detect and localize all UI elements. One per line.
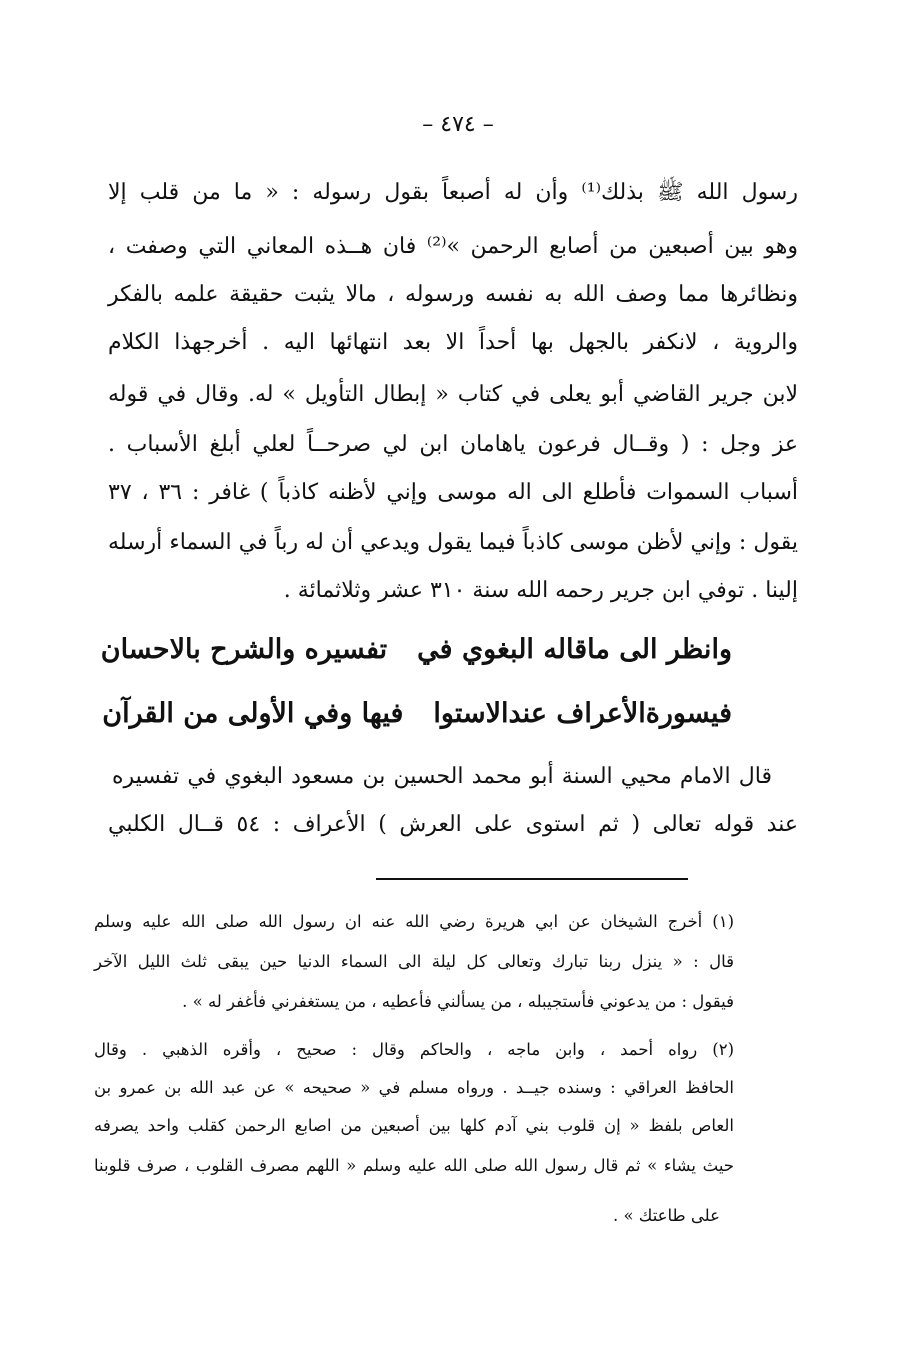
body-line: أسباب السموات فأطلع الى اله موسى وإني لأظنه كاذباً ) غافر : ٣٦ ، ٣٧ (108, 480, 798, 505)
footnote-line: فيقول : من يدعوني فأستجيبله ، من يسألني فأعطيه ، من يستغفرني فأغفر له » . (182, 992, 734, 1011)
body-line: قال الامام محيي السنة أبو محمد الحسين بن مسعود البغوي في تفسيره (112, 764, 772, 789)
footnote-line: (١) أخرج الشيخان عن ابي هريرة رضي الله عنه ان رسول الله صلى الله عليه وسلم (94, 912, 734, 931)
body-line: عند قوله تعالى ( ثم استوى على العرش ) الأعراف : ٥٤ قــال الكلبي (108, 812, 798, 837)
footnote-line: الحافظ العراقي : وسنده جيــد . ورواه مسلم في « صحيحه » عن عبد الله بن عمرو بن (94, 1078, 734, 1097)
verse-heading-hemistich: تفسيره والشرح بالاحسان (100, 634, 388, 665)
body-line: والروية ، لانكفر بالجهل بها أحداً الا بعد انتهائها اليه . أخرجهذا الكلام (108, 330, 798, 355)
body-line: يقول : وإني لأظن موسى كاذباً فيما يقول ويدعي أن له رباً في السماء أرسله (108, 530, 798, 555)
verse-heading-line-1 (100, 634, 732, 665)
footnote-line: العاص بلفظ « إن قلوب بني آدم كلها بين أصبعين من اصابع الرحمن كقلب واحد يصرفه (94, 1116, 734, 1135)
footnote-line: على طاعتك » . (612, 1206, 720, 1225)
footnote-divider (376, 878, 688, 880)
body-line: عز وجل : ( وقــال فرعون ياهامان ابن لي صرحــاً لعلي أبلغ الأسباب . (108, 432, 798, 457)
verse-heading-hemistich: فيسورةالأعراف عندالاستوا (433, 698, 732, 729)
body-line: ونظائرها مما وصف الله به نفسه ورسوله ، مالا يثبت حقيقة علمه بالفكر (108, 282, 798, 307)
body-line: إلينا . توفي ابن جرير رحمه الله سنة ٣١٠ عشر وثلاثمائة . (283, 578, 798, 603)
body-line: لابن جرير القاضي أبو يعلى في كتاب « إبطال التأويل » له. وقال في قوله (108, 382, 798, 407)
footnote-line: قال : « ينزل ربنا تبارك وتعالى كل ليلة الى السماء الدنيا حين يبقى ثلث الليل الآخر (94, 952, 734, 971)
body-line: وهو بين أصبعين من أصابع الرحمن »⁽²⁾ فان هــذه المعاني التي وصفت ، (108, 234, 799, 259)
verse-heading-hemistich: وانظر الى ماقاله البغوي في (417, 634, 732, 665)
verse-heading-hemistich: فيها وفي الأولى من القرآن (102, 698, 404, 729)
body-line: رسول الله ﷺ بذلك⁽¹⁾ وأن له أصبعاً بقول رسوله : « ما من قلب إلا (108, 180, 798, 205)
verse-heading-line-2 (102, 698, 732, 729)
footnote-line: (٢) رواه أحمد ، وابن ماجه ، والحاكم وقال : صحيح ، وأقره الذهبي . وقال (94, 1040, 734, 1059)
footnote-line: حيث يشاء » ثم قال رسول الله صلى الله عليه وسلم « اللهم مصرف القلوب ، صرف قلوبنا (94, 1156, 734, 1175)
page-number: – ٤٧٤ – (422, 112, 494, 137)
